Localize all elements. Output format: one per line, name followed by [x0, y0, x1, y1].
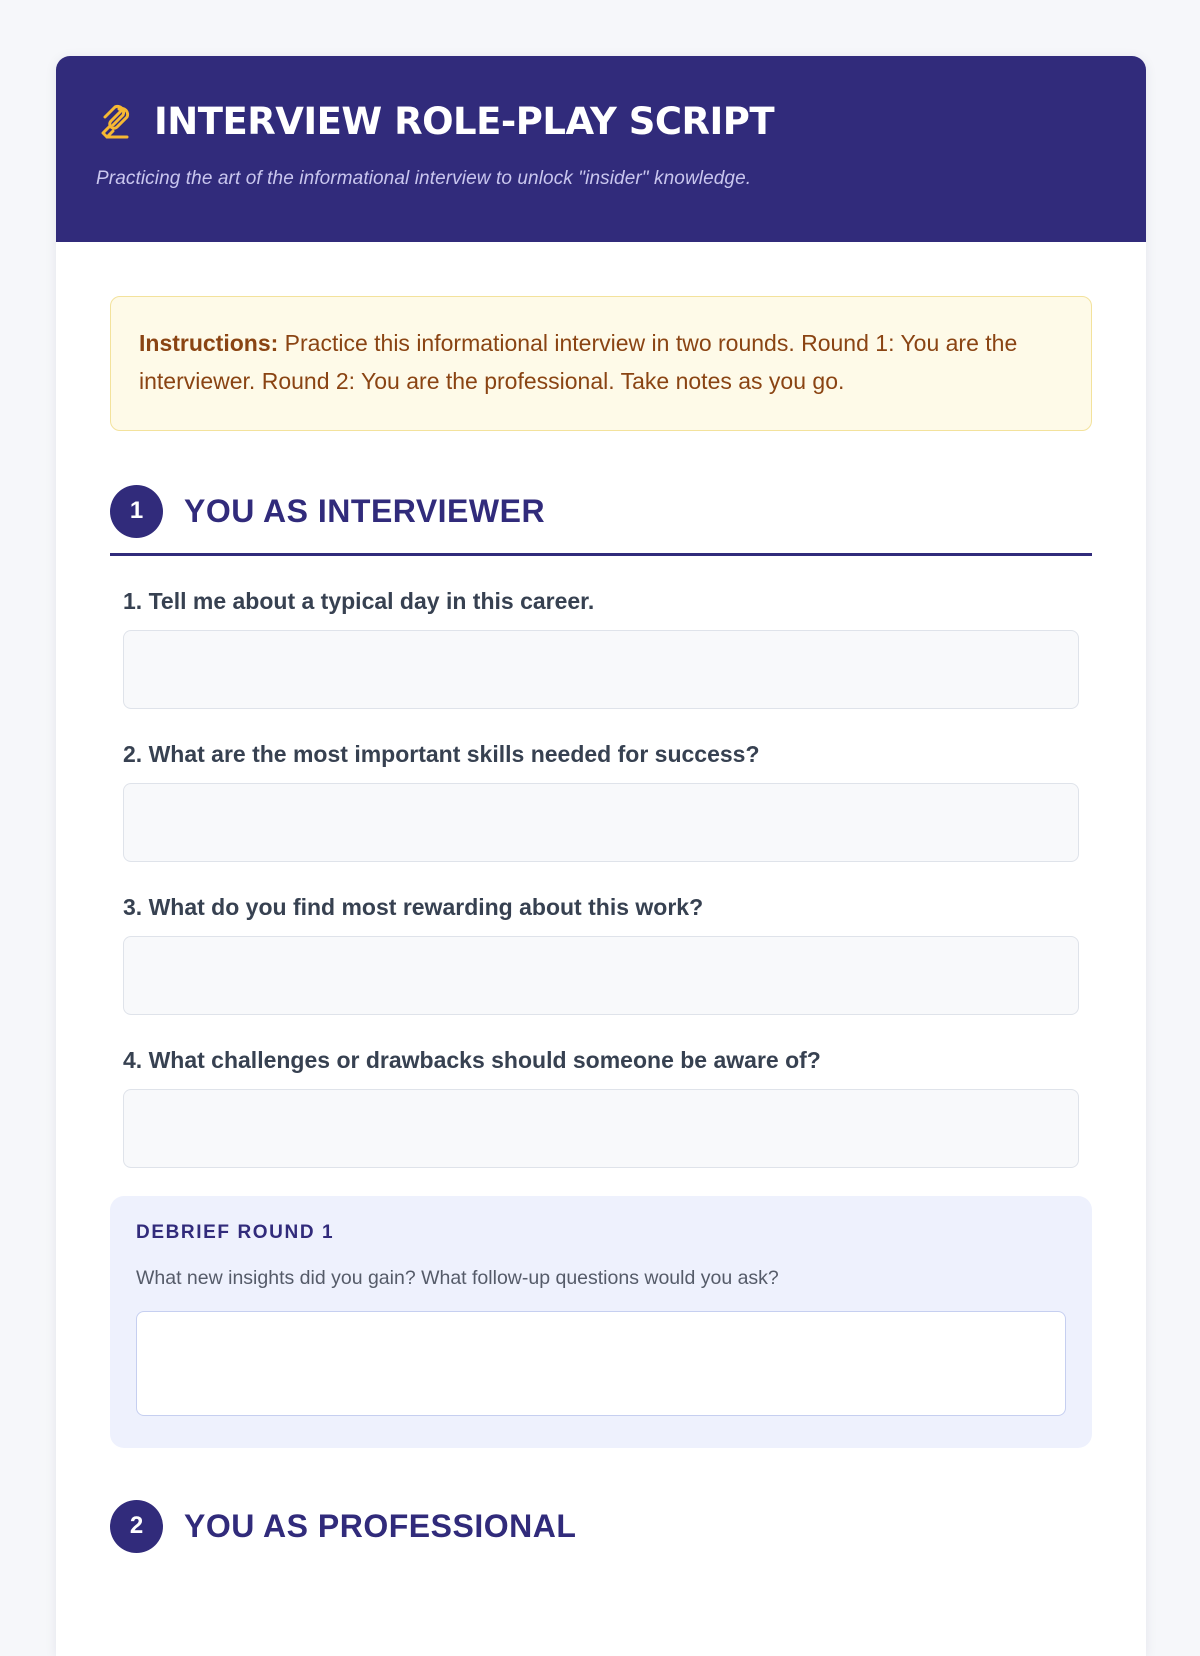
page-title: INTERVIEW ROLE-PLAY SCRIPT — [154, 99, 775, 143]
title-row — [96, 96, 1106, 146]
worksheet-body — [56, 242, 1146, 1552]
instructions-label: Instructions: — [139, 330, 279, 356]
worksheet-card — [56, 56, 1146, 1656]
section-1-header — [110, 485, 1092, 537]
debrief-round-1-panel — [110, 1196, 1092, 1448]
section-1-divider — [110, 553, 1092, 556]
question-3-answer-field[interactable] — [123, 936, 1079, 1015]
header — [56, 56, 1146, 242]
section-2-header — [110, 1500, 1092, 1552]
instructions-text: Practice this informational interview in two rounds. Round 1: You are the interviewer. Round 2: You are the professional. Take notes as you go. — [139, 330, 1018, 394]
question-list — [110, 586, 1092, 1168]
question-1-answer-field[interactable] — [123, 630, 1079, 709]
question-2-answer-field[interactable] — [123, 783, 1079, 862]
debrief-round-1-answer-field[interactable] — [136, 1311, 1066, 1416]
instructions-box — [110, 296, 1092, 431]
page-subtitle: Practicing the art of the informational interview to unlock "insider" knowledge. — [96, 168, 752, 189]
section-1-title: YOU AS INTERVIEWER — [184, 492, 546, 529]
question-3-label: 3. What do you find most rewarding about this work? — [123, 894, 704, 920]
question-2-label: 2. What are the most important skills needed for success? — [123, 741, 760, 767]
question-4-answer-field[interactable] — [123, 1089, 1079, 1168]
section-1-number-badge: 1 — [110, 485, 163, 538]
debrief-round-1-title: DEBRIEF ROUND 1 — [136, 1222, 335, 1243]
debrief-round-1-prompt: What new insights did you gain? What follow-up questions would you ask? — [136, 1267, 779, 1289]
microphone-icon — [96, 101, 136, 141]
question-4-label: 4. What challenges or drawbacks should someone be aware of? — [123, 1047, 821, 1073]
section-2-number-badge: 2 — [110, 1500, 163, 1553]
section-2-title: YOU AS PROFESSIONAL — [184, 1507, 577, 1544]
question-1-label: 1. Tell me about a typical day in this career. — [123, 588, 595, 614]
